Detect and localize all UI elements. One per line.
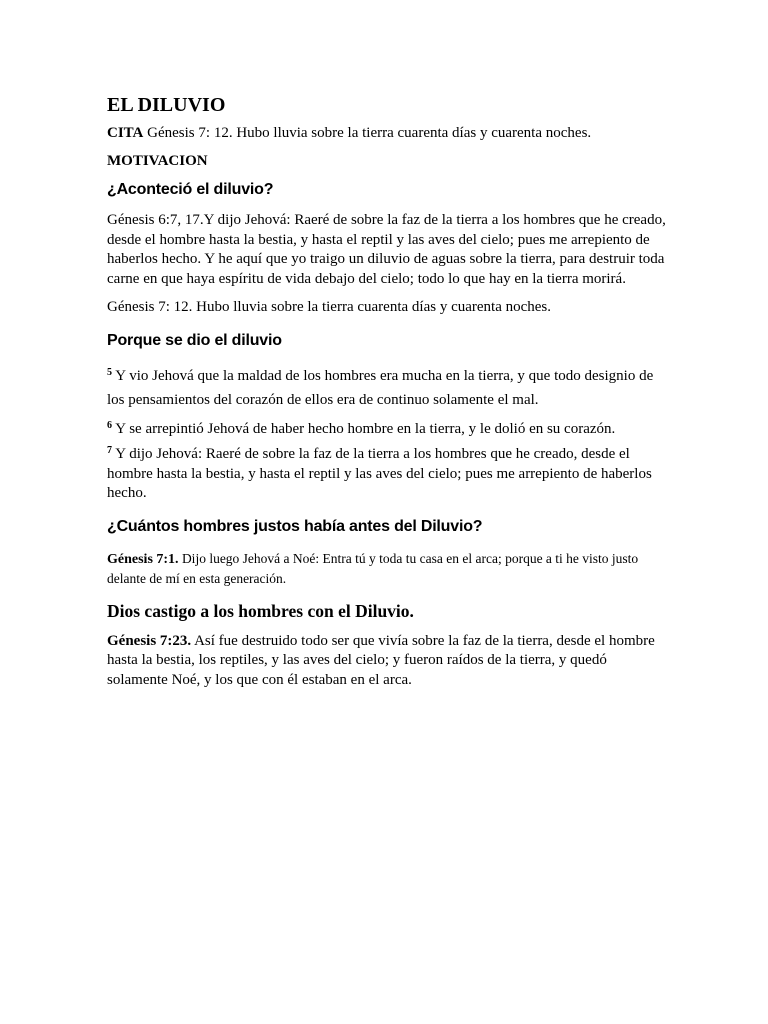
genesis-7-23-paragraph — [107, 632, 667, 691]
motivacion-heading: MOTIVACION — [107, 152, 208, 169]
verse-5 — [107, 364, 667, 412]
verse-number: 5 — [107, 366, 112, 378]
verse-number: 6 — [107, 419, 112, 431]
verse-text: Y dijo Jehová: Raeré de sobre la faz de la tierra a los hombres que he creado, desde el hombre hasta la bestia, y hasta el reptil y las aves del cielo; pues me arrepiento de haberlos hecho. — [107, 446, 652, 501]
cita-paragraph — [107, 124, 667, 144]
section-heading-castigo: Dios castigo a los hombres con el Diluvio. — [107, 600, 414, 621]
genesis-7-23-text: Así fue destruido todo ser que vivía sobre la faz de la tierra, desde el hombre hasta la bestia, los reptiles, y las aves del cielo; y fueron raídos de la tierra, y quedó solamente Noé, y los que con él estaban en el arca. — [107, 632, 655, 688]
genesis-7-1-ref: Génesis 7:1. — [107, 551, 179, 567]
cita-label: CITA — [107, 125, 144, 141]
document-page — [107, 92, 667, 690]
verse-6 — [107, 420, 667, 440]
genesis-7-1-text: Dijo luego Jehová a Noé: Entra tú y toda tu casa en el arca; porque a ti he visto justo delante de mí en esta generación. — [107, 550, 639, 586]
genesis-7-1-paragraph — [107, 549, 667, 588]
genesis-7-12-paragraph: Génesis 7: 12. Hubo lluvia sobre la tierra cuarenta días y cuarenta noches. — [107, 299, 552, 315]
section-heading-porque: Porque se dio el diluvio — [107, 331, 282, 349]
genesis-6-7-paragraph: Génesis 6:7, 17.Y dijo Jehová: Raeré de sobre la faz de la tierra a los hombres que he creado, desde el hombre hasta la bestia, y hasta el reptil y las aves del cielo; pues me arrepiento de haberlos hecho. Y he aquí que yo traigo un diluvio de aguas sobre la tierra, para destruir toda carne en que haya espíritu de vida debajo del cielo; todo lo que hay en la tierra morirá. — [107, 212, 666, 287]
document-title: EL DILUVIO — [107, 94, 226, 116]
verse-7 — [107, 445, 667, 504]
verse-text: Y se arrepintió Jehová de haber hecho hombre en la tierra, y le dolió en su corazón. — [112, 420, 616, 437]
section-heading-cuantos: ¿Cuántos hombres justos había antes del Diluvio? — [107, 517, 483, 535]
verse-number: 7 — [107, 445, 112, 456]
section-heading-aconteció: ¿Aconteció el diluvio? — [107, 181, 274, 198]
cita-text: Génesis 7: 12. Hubo lluvia sobre la tierra cuarenta días y cuarenta noches. — [143, 125, 592, 141]
verse-text: Y vio Jehová que la maldad de los hombres era mucha en la tierra, y que todo designio de los pensamientos del corazón de ellos era de continuo solamente el mal. — [107, 367, 654, 408]
genesis-7-23-ref: Génesis 7:23. — [107, 632, 192, 649]
